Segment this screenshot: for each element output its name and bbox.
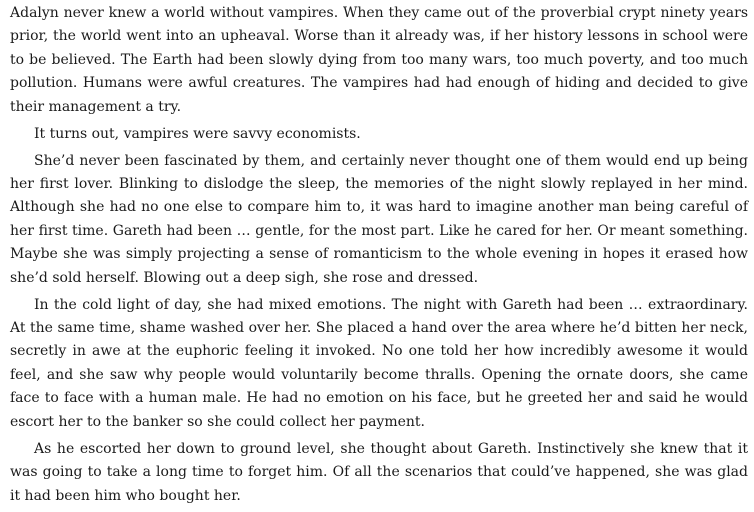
paragraph-4: In the cold light of day, she had mixed emotions. The night with Gareth had been … extraordinary. At the same time, shame washed over her. She placed a hand over the area where he’d bitten her neck, secretly in awe at the euphoric feeling it invoked. No one told her how incredibly awesome it would feel, and she saw why people would voluntarily become thralls. Opening the ornate doors, she came face to face with a human male. He had no emotion on his face, but he greeted her and said he would escort her to the banker so she could collect her payment. xyxy=(10,296,748,430)
paragraph-5: As he escorted her down to ground level, she thought about Gareth. Instinctively she knew that it was going to take a long time to forget him. Of all the scenarios that could’ve happened, she was glad it had been him who bought her. xyxy=(10,440,748,504)
paragraph-2: It turns out, vampires were savvy economists. xyxy=(34,125,361,142)
paragraph-1: Adalyn never knew a world without vampires. When they came out of the proverbial crypt ninety years prior, the world went into an upheaval. Worse than it already was, if her history lessons in school were to be believed. The Earth had been slowly dying from too many wars, too much poverty, and too much pollution. Humans were awful creatures. The vampires had had enough of hiding and decided to give their management a try. xyxy=(10,5,748,115)
paragraph-3: She’d never been fascinated by them, and certainly never thought one of them would end up being her first lover. Blinking to dislodge the sleep, the memories of the night slowly replayed in her mind. Although she had no one else to compare him to, it was hard to imagine another man being careful of her first time. Gareth had been … gentle, for the most part. Like he cared for her. Or meant something. Maybe she was simply projecting a sense of romanticism to the whole evening in hopes it erased how she’d sold herself. Blowing out a deep sigh, she rose and dressed. xyxy=(10,152,748,286)
document-body xyxy=(10,2,748,512)
